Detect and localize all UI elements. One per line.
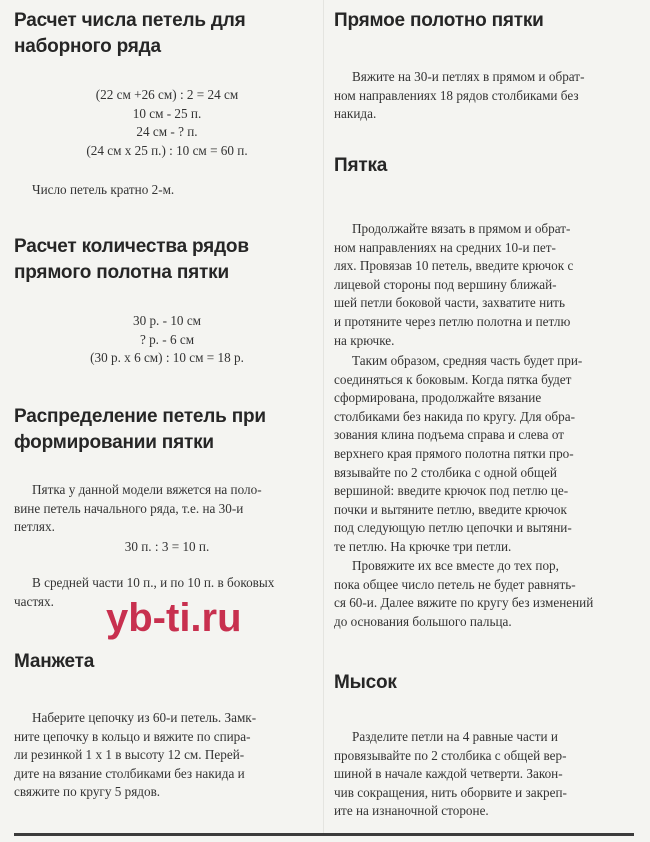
text-line: вязывайте по 2 столбика с одной общей [334, 464, 557, 480]
heading-row-count [14, 234, 249, 286]
heading-heel: Пятка [334, 155, 388, 176]
heading-line: Распределение петель при [14, 406, 266, 427]
heading-toe: Мысок [334, 672, 397, 693]
formula-line: (22 см +26 см) : 2 = 24 см [95, 87, 239, 102]
text-line: сформирована, продолжайте вязание [334, 390, 542, 406]
text-line: на крючке. [334, 332, 395, 348]
text-line: почки и вытяните петлю, введите крючок [334, 501, 567, 517]
text-line: шиной в начале каждой четверти. Закон- [334, 766, 563, 782]
text-line: свяжите по кругу 5 рядов. [14, 784, 161, 800]
paragraph-heel-intro [14, 481, 320, 537]
heading-line: Расчет количества рядов [14, 236, 249, 257]
heading-straight-heel: Прямое полотно пятки [334, 10, 544, 31]
text-line: вине петель начального ряда, т.е. на 30-и [14, 500, 244, 516]
heading-cuff: Манжета [14, 651, 95, 672]
heading-line: Расчет числа петель для [14, 10, 246, 31]
text-line: Таким образом, средняя часть будет при- [352, 353, 583, 368]
calc-rows [14, 312, 320, 368]
text-line: шей петли боковой части, захватите нить [334, 295, 565, 311]
text-line: соединяться к боковым. Когда пятка будет [334, 371, 572, 387]
formula-line: 24 см - ? п. [136, 124, 198, 140]
text-line: чив сокращения, нить оборвите и закреп- [334, 784, 567, 800]
text-line: петлях. [14, 519, 55, 535]
formula-line: (24 см х 25 п.) : 10 см = 60 п. [86, 142, 248, 158]
paragraph-straight-heel [334, 68, 636, 124]
column-divider [323, 0, 324, 833]
formula-line: 30 р. - 10 см [132, 313, 202, 328]
paragraph-heel-3 [334, 557, 636, 631]
text-line: лях. Провязав 10 петель, введите крючок с [334, 258, 574, 274]
text-line: вершиной: введите крючок под петлю це- [334, 483, 569, 499]
heading-line: наборного ряда [14, 36, 161, 57]
heading-stitch-distribution [14, 404, 266, 456]
bottom-rule [14, 833, 634, 836]
text-line: ните цепочку в кольцо и вяжите по спира- [14, 728, 251, 744]
text-line: Провяжите их все вместе до тех пор, [352, 558, 559, 573]
text-line: ном направлениях на средних 10-и пет- [334, 239, 556, 255]
calc-heel: 30 п. : 3 = 10 п. [124, 539, 210, 554]
heading-cast-on-count [14, 8, 246, 60]
text-line: В средней части 10 п., и по 10 п. в боковых [32, 575, 275, 590]
text-line: под следующую петлю цепочки и вытяни- [334, 520, 572, 536]
text-line: до основания большого пальца. [334, 613, 512, 629]
text-line: столбиками без накида по кругу. Для обра- [334, 408, 575, 424]
text-line: Вяжите на 30-и петлях в прямом и обрат- [352, 69, 585, 84]
text-line: верхнего края прямого полотна пятки про- [334, 445, 574, 461]
text-line: Продолжайте вязать в прямом и обрат- [352, 221, 571, 236]
text-line: пока общее число петель не будет равнять- [334, 576, 576, 592]
text-line: ном направлениях 18 рядов столбиками без [334, 87, 579, 103]
text-line: зования клина подъема справа и слева от [334, 427, 565, 443]
text-line: ите на изнаночной стороне. [334, 803, 489, 819]
paragraph-toe [334, 728, 636, 821]
text-line: Наберите цепочку из 60-и петель. Замк- [32, 710, 257, 725]
formula-line: (30 р. х 6 см) : 10 см = 18 р. [90, 350, 244, 366]
text-line: ся 60-и. Далее вяжите по кругу без изменений [334, 595, 594, 611]
text-line: и протяните через петлю полотна и петлю [334, 313, 571, 329]
paragraph-heel-2 [334, 352, 636, 557]
text-line: провязывайте по 2 столбика с общей вер- [334, 747, 567, 763]
paragraph-heel-1 [334, 220, 636, 350]
text-line: те петлю. На крючке три петли. [334, 538, 512, 554]
formula-line: ? р. - 6 см [139, 331, 195, 347]
text-line: Пятка у данной модели вяжется на поло- [32, 482, 262, 497]
watermark: yb-ti.ru [106, 596, 242, 640]
paragraph-multiple: Число петель кратно 2-м. [32, 182, 175, 197]
text-line: лицевой стороны под вершину ближай- [334, 276, 557, 292]
paragraph-cuff [14, 709, 320, 802]
calc-cast-on [14, 86, 320, 160]
text-line: накида. [334, 106, 377, 122]
text-line: частях. [14, 593, 54, 609]
text-line: ли резинкой 1 х 1 в высоту 12 см. Перей- [14, 747, 245, 763]
text-line: дите на вязание столбиками без накида и [14, 765, 245, 781]
formula-line: 10 см - 25 п. [132, 105, 202, 121]
text-line: Разделите петли на 4 равные части и [352, 729, 558, 744]
heading-line: прямого полотна пятки [14, 262, 229, 283]
heading-line: формировании пятки [14, 432, 214, 453]
